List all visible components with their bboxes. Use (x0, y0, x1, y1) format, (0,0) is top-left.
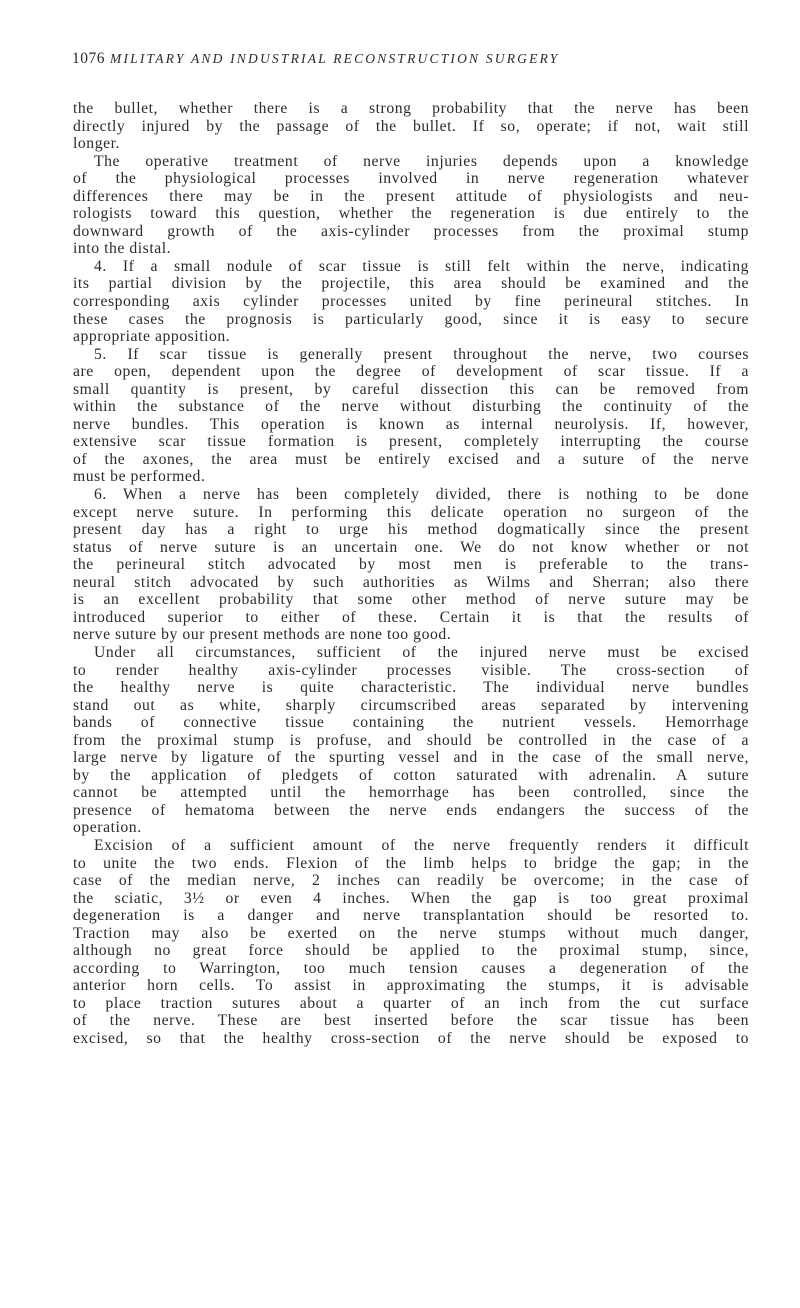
text-line: 6. When a nerve has been completely divided, there is nothing to be done (94, 486, 749, 504)
running-title: MILITARY AND INDUSTRIAL RECONSTRUCTION SURGERY (110, 51, 560, 66)
text-line: extensive scar tissue formation is present, completely interrupting the course (73, 433, 749, 451)
text-line: downward growth of the axis-cylinder processes from the proximal stump (73, 222, 749, 240)
text-line: nerve suture by our present methods are none too good. (73, 626, 452, 644)
text-line: of the axones, the area must be entirely excised and a suture of the nerve (73, 450, 749, 468)
text-line: small quantity is present, by careful dissection this can be removed from (73, 380, 749, 398)
text-line: Traction may also be exerted on the nerve stumps without much danger, (73, 924, 749, 942)
body-text (73, 100, 749, 1048)
text-line: corresponding axis cylinder processes united by fine perineural stitches. In (73, 293, 749, 311)
text-line: to render healthy axis-cylinder processes visible. The cross-section of (73, 661, 749, 679)
text-line: Under all circumstances, sufficient of the injured nerve must be excised (94, 643, 749, 661)
text-line: present day has a right to urge his method dogmatically since the present (73, 521, 749, 539)
text-line: degeneration is a danger and nerve transplantation should be resorted to. (73, 907, 749, 925)
text-line: neural stitch advocated by such authorities as Wilms and Sherran; also there (73, 573, 749, 591)
text-line: cannot be attempted until the hemorrhage has been controlled, since the (73, 784, 749, 802)
text-line: status of nerve suture is an uncertain one. We do not know whether or not (73, 538, 749, 556)
text-line: to place traction sutures about a quarter of an inch from the cut surface (73, 994, 749, 1012)
text-line: stand out as white, sharply circumscribed areas separated by intervening (73, 696, 749, 714)
text-line: nerve bundles. This operation is known as internal neurolysis. If, however, (73, 415, 749, 433)
text-line: rologists toward this question, whether the regeneration is due entirely to the (73, 205, 749, 223)
text-line: to unite the two ends. Flexion of the limb helps to bridge the gap; in the (73, 854, 749, 872)
text-line: the sciatic, 3½ or even 4 inches. When the gap is too great proximal (73, 889, 749, 907)
text-line: longer. (73, 135, 120, 153)
text-line: excised, so that the healthy cross-section of the nerve should be exposed to (73, 1029, 749, 1047)
text-line: appropriate apposition. (73, 328, 231, 346)
text-line: anterior horn cells. To assist in approximating the stumps, it is advisable (73, 977, 749, 995)
text-line: except nerve suture. In performing this delicate operation no surgeon of the (73, 503, 749, 521)
text-line: according to Warrington, too much tension causes a degeneration of the (73, 959, 749, 977)
page-number: 1076 (72, 50, 105, 67)
text-line: of the nerve. These are best inserted before the scar tissue has been (73, 1012, 749, 1030)
text-line: into the distal. (73, 240, 172, 258)
text-line: large nerve by ligature of the spurting vessel and in the case of the small nerve, (73, 749, 749, 767)
text-line: from the proximal stump is profuse, and should be controlled in the case of a (73, 731, 749, 749)
text-line: the bullet, whether there is a strong probability that the nerve has been (73, 100, 749, 117)
text-line: introduced superior to either of these. Certain it is that the results of (73, 608, 749, 626)
text-line: The operative treatment of nerve injuries depends upon a knowledge (94, 152, 749, 170)
text-line: by the application of pledgets of cotton saturated with adrenalin. A suture (73, 766, 749, 784)
text-line: within the substance of the nerve without disturbing the continuity of the (73, 398, 749, 416)
text-line: the healthy nerve is quite characteristic. The individual nerve bundles (73, 679, 749, 697)
text-line: 4. If a small nodule of scar tissue is still felt within the nerve, indicating (94, 257, 749, 275)
text-line: Excision of a sufficient amount of the nerve frequently renders it difficult (94, 836, 749, 854)
text-line: although no great force should be applied to the proximal stump, since, (73, 942, 749, 960)
text-line: must be performed. (73, 468, 206, 486)
text-line: case of the median nerve, 2 inches can readily be overcome; in the case of (73, 872, 749, 890)
text-line: these cases the prognosis is particularly good, since it is easy to secure (73, 310, 749, 328)
text-line: its partial division by the projectile, this area should be examined and the (73, 275, 749, 293)
text-line: 5. If scar tissue is generally present throughout the nerve, two courses (94, 345, 749, 363)
text-line: is an excellent probability that some other method of nerve suture may be (73, 591, 749, 609)
text-line: of the physiological processes involved in nerve regeneration whatever (73, 170, 749, 188)
text-line: bands of connective tissue containing the nutrient vessels. Hemorrhage (73, 714, 749, 732)
text-line: operation. (73, 819, 142, 837)
text-line: differences there may be in the present attitude of physiologists and neu- (73, 187, 749, 205)
text-line: are open, dependent upon the degree of development of scar tissue. If a (73, 363, 749, 381)
text-line: directly injured by the passage of the bullet. If so, operate; if not, wait still (73, 117, 749, 135)
text-line: presence of hematoma between the nerve ends endangers the success of the (73, 801, 749, 819)
running-header (72, 50, 772, 74)
text-line: the perineural stitch advocated by most men is preferable to the trans- (73, 556, 749, 574)
